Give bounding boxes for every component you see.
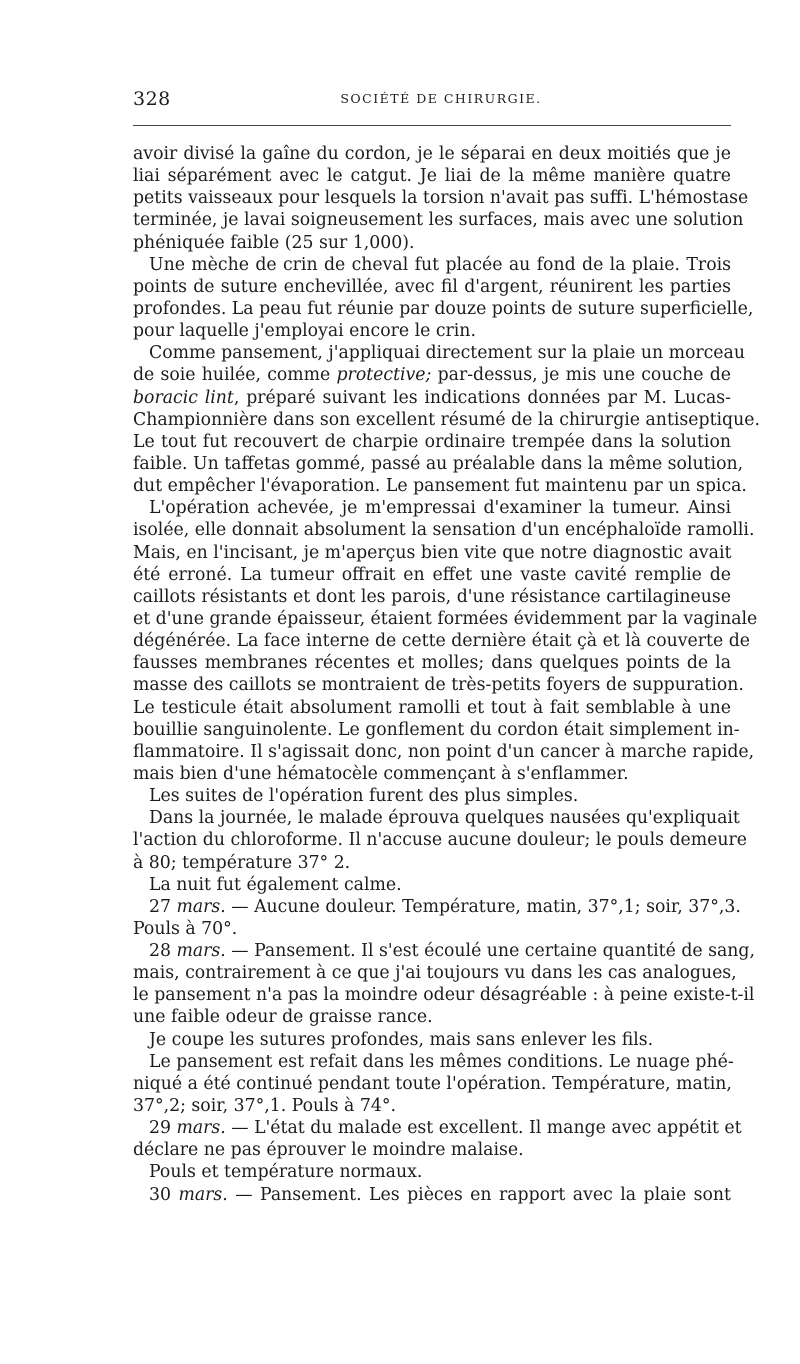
text-line: et d'une grande épaisseur, étaient formées évidemment par la vaginale xyxy=(133,608,758,629)
text-line: bouillie sanguinolente. Le gonflement du cordon était simplement in- xyxy=(133,719,740,740)
body-text xyxy=(133,143,760,1206)
text-line: 28 mars. — Pansement. Il s'est écoulé une certaine quantité de sang, xyxy=(149,941,755,962)
text-line: liai séparément avec le catgut. Je liai de la même manière quatre xyxy=(133,166,731,187)
text-line: Le pansement est refait dans les mêmes conditions. Le nuage phé- xyxy=(149,1051,734,1072)
text-line: caillots résistants et dont les parois, d'une résistance cartilagineuse xyxy=(133,586,731,607)
text-line: Championnière dans son excellent résumé de la chirurgie antiseptique. xyxy=(133,409,760,430)
text-line: mais, contrairement à ce que j'ai toujours vu dans les cas analogues, xyxy=(133,963,737,984)
text-line: Comme pansement, j'appliquai directement sur la plaie un morceau xyxy=(149,343,745,364)
text-line: dégénérée. La face interne de cette dernière était çà et là couverte de xyxy=(133,631,750,652)
text-line: mais bien d'une hématocèle commençant à s'enflammer. xyxy=(133,763,629,784)
text-line: niqué a été continué pendant toute l'opération. Température, matin, xyxy=(133,1073,732,1094)
text-line: terminée, je lavai soigneusement les surfaces, mais avec une solution xyxy=(133,210,744,231)
text-line: dut empêcher l'évaporation. Le pansement fut maintenu par un spica. xyxy=(133,476,747,497)
header-rule xyxy=(133,125,731,126)
text-line: Les suites de l'opération furent des plus simples. xyxy=(149,786,579,807)
text-line: faible. Un taffetas gommé, passé au préalable dans la même solution, xyxy=(133,453,744,474)
text-line: l'action du chloroforme. Il n'accuse aucune douleur; le pouls demeure xyxy=(133,830,748,851)
text-line: petits vaisseaux pour lesquels la torsion n'avait pas suffi. L'hémostase xyxy=(133,188,749,209)
text-line: 27 mars. — Aucune douleur. Température, matin, 37°,1; soir, 37°,3. xyxy=(149,896,741,917)
text-line: Pouls et température normaux. xyxy=(149,1162,423,1183)
text-line: Le tout fut recouvert de charpie ordinaire trempée dans la solution xyxy=(133,431,731,452)
text-line: L'opération achevée, je m'empressai d'examiner la tumeur. Ainsi xyxy=(149,498,731,519)
text-line: 29 mars. — L'état du malade est excellent. Il mange avec appétit et xyxy=(149,1118,742,1139)
text-line: Mais, en l'incisant, je m'aperçus bien vite que notre diagnostic avait xyxy=(133,542,732,563)
text-line: La nuit fut également calme. xyxy=(149,874,402,895)
text-line: à 80; température 37° 2. xyxy=(133,852,351,873)
text-line: flammatoire. Il s'agissait donc, non point d'un cancer à marche rapide, xyxy=(133,741,755,762)
text-line: Dans la journée, le malade éprouva quelques nausées qu'expliquait xyxy=(149,808,740,829)
text-line: une faible odeur de graisse rance. xyxy=(133,1007,433,1028)
page-header xyxy=(133,88,729,116)
page-number: 328 xyxy=(133,88,171,110)
text-line: pour laquelle j'employai encore le crin. xyxy=(133,321,476,342)
text-line: Une mèche de crin de cheval fut placée au fond de la plaie. Trois xyxy=(149,254,731,275)
text-line: de soie huilée, comme protective; par-dessus, je mis une couche de xyxy=(133,365,731,386)
text-line: Je coupe les sutures profondes, mais sans enlever les fils. xyxy=(149,1029,654,1050)
text-line: fausses membranes récentes et molles; dans quelques points de la xyxy=(133,653,731,674)
text-line: le pansement n'a pas la moindre odeur désagréable : à peine existe-t-il xyxy=(133,985,755,1006)
text-line: Le testicule était absolument ramolli et tout à fait semblable à une xyxy=(133,697,731,718)
text-line: 30 mars. — Pansement. Les pièces en rapport avec la plaie sont xyxy=(149,1184,731,1205)
text-line: masse des caillots se montraient de très-petits foyers de suppuration. xyxy=(133,675,744,696)
text-line: déclare ne pas éprouver le moindre malaise. xyxy=(133,1140,524,1161)
text-line: avoir divisé la gaîne du cordon, je le séparai en deux moitiés que je xyxy=(133,144,731,164)
text-line: boracic lint, préparé suivant les indications données par M. Lucas- xyxy=(133,387,732,408)
running-head: SOCIÉTÉ DE CHIRURGIE. xyxy=(340,91,542,106)
text-line: phéniquée faible (25 sur 1,000). xyxy=(133,232,415,253)
text-line: isolée, elle donnait absolument la sensation d'un encéphaloïde ramolli. xyxy=(133,520,755,541)
text-line: profondes. La peau fut réunie par douze points de suture superficielle, xyxy=(133,298,754,319)
text-line: été erroné. La tumeur offrait en effet une vaste cavité remplie de xyxy=(133,564,731,585)
text-line: 37°,2; soir, 37°,1. Pouls à 74°. xyxy=(133,1096,396,1117)
text-line: points de suture enchevillée, avec fil d'argent, réunirent les parties xyxy=(133,276,731,297)
text-line: Pouls à 70°. xyxy=(133,918,238,939)
